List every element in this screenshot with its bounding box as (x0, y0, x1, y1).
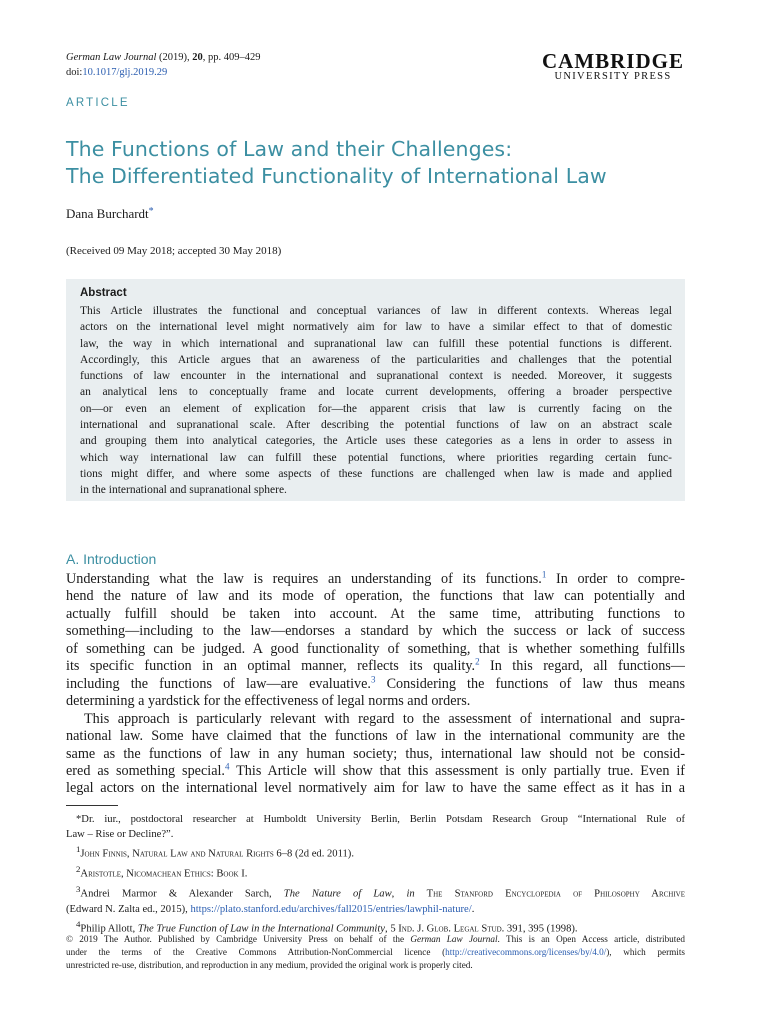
body-line: determining a yardstick for the effectiveness of legal norms and orders. (66, 693, 471, 710)
footnote-ref[interactable]: 3 (370, 675, 376, 684)
footnote-ref[interactable]: 2 (475, 658, 480, 667)
copyright-line (66, 946, 685, 959)
author (66, 206, 154, 222)
footnote-3 (66, 882, 685, 902)
footnote-number: 3 (76, 883, 81, 894)
abstract-line: This Article illustrates the functional and conceptual variances of law in different contexts. Whereas legal (80, 305, 672, 317)
copyright-line (66, 933, 685, 946)
section-heading-introduction: A. Introduction (66, 551, 157, 567)
body-line (66, 658, 685, 675)
body-line (66, 763, 685, 780)
citation-header (66, 50, 261, 80)
abstract-line: on—or even an element of explication for—the apparent crisis that law is currently facing on the (80, 402, 672, 415)
footnote-1 (66, 842, 685, 862)
license-link[interactable]: http://creativecommons.org/licenses/by/4.0/ (445, 947, 607, 957)
abstract-line: in the international and supranational sphere. (80, 484, 287, 497)
body-line: This approach is particularly relevant with regard to the assessment of international and supra- (84, 710, 685, 727)
body-text-segment: including the functions of law—are evaluative. (66, 675, 371, 692)
body-text-segment: Considering the functions of law thus means (375, 675, 685, 692)
footnote-3-cont (66, 902, 685, 917)
journal-pages: , pp. 409–429 (202, 52, 261, 63)
body-text-segment: Understanding what the law is requires an understanding of its functions. (66, 571, 542, 587)
body-text-segment: In this regard, all functions— (479, 658, 685, 675)
body-text-segment: ered as something special. (66, 762, 225, 779)
abstract-line: and grouping them into analytical categories, the Article uses these categories as a lens in order to assess in (80, 435, 672, 448)
abstract-line: tions might differ, and where some aspects of these functions are challenged when law is made and applied (80, 467, 672, 480)
doi-label: doi: (66, 67, 83, 78)
body-line (66, 571, 685, 588)
publisher-name: CAMBRIDGE (541, 49, 684, 73)
footnote-2 (66, 862, 685, 882)
doi-line (66, 65, 261, 80)
copyright-notice (66, 933, 685, 972)
received-dates: (Received 09 May 2018; accepted 30 May 2018) (66, 245, 282, 257)
footnote-source: Ind. J. Glob. Legal Stud. (398, 923, 505, 935)
footnote-url-link[interactable]: https://plato.stanford.edu/archives/fall2015/entries/lawphil-nature/ (190, 903, 472, 915)
footnote-text: . (471, 903, 475, 915)
doi-link[interactable]: 10.1017/glj.2019.29 (82, 67, 168, 78)
footnote-text: 6–8 (2d ed. 2011). (273, 848, 354, 860)
footnote-text: Andrei Marmor & Alexander Sarch, (80, 888, 284, 900)
body-text-segment: its specific function in an optimal manner, reflects its quality. (66, 658, 476, 675)
title-line-1: The Functions of Law and their Challenges: (66, 137, 513, 161)
footnote-title: The Nature of Law (283, 888, 392, 900)
copyright-text: ), which permits (606, 947, 685, 957)
abstract-line: functions of law encounter in the international and supranational context is needed. Moreover, it suggests (80, 370, 672, 383)
article-title (66, 136, 607, 190)
footnote-ref[interactable]: 1 (541, 571, 547, 580)
footnote-number: 2 (76, 864, 81, 875)
footnote-source: Aristotle, Nicomachean Ethics: Book I. (80, 868, 248, 880)
footnote-author: *Dr. iur., postdoctoral researcher at Humboldt University Berlin, Berlin Potsdam Research Group “International Rule of (76, 814, 685, 825)
body-line: something—including to the law—endorses a standard by which the success or lack of success (66, 623, 685, 640)
body-line: actually fulfill should be taken into account. At the same time, attributing functions to (66, 605, 685, 622)
footnote-source: The Stanford Encyclopedia of Philosophy Archive (414, 888, 685, 900)
abstract-text (80, 303, 672, 499)
footnote-divider (66, 805, 118, 806)
abstract-line: international and supranational scale. After describing the potential functions of law on an abstract scale (80, 419, 672, 432)
footnote-ref[interactable]: 4 (224, 762, 230, 772)
abstract-box (66, 279, 685, 501)
footnote-text: Philip Allott, (80, 923, 138, 935)
copyright-text: . This is an Open Access article, distributed (497, 934, 685, 944)
body-text-segment: In order to compre- (546, 571, 685, 587)
footnote-text: , 5 (385, 923, 399, 935)
author-footnote-mark[interactable]: * (148, 206, 154, 217)
copyright-text: under the terms of the Creative Commons Attribution-NonCommercial licence ( (66, 947, 446, 957)
abstract-heading: Abstract (80, 287, 127, 299)
footnote-number: 1 (76, 844, 81, 855)
publisher-logo (542, 51, 684, 83)
journal-name: German Law Journal (66, 52, 157, 63)
author-name: Dana Burchardt (66, 206, 149, 221)
copyright-text: © 2019 The Author. Published by Cambridge University Press on behalf of the (66, 934, 411, 944)
body-line: of something can be judged. A good functionality of something, that is whether something fulfills (66, 640, 685, 657)
body-line: legal actors on the international level normatively aim for law to have the same effect as it has in a (66, 780, 685, 797)
abstract-line: Accordingly, this Article argues that an awareness of the particularities and challenges that the potential (80, 353, 672, 366)
citation-line (66, 50, 261, 65)
footnote-author-cont: Law – Rise or Decline?”. (66, 829, 174, 841)
copyright-journal: German Law Journal (410, 934, 498, 944)
body-line: hend the nature of law and its mode of operation, the functions that law can potentially and (66, 588, 685, 605)
footnote-text: , (391, 888, 407, 900)
journal-volume: 20 (192, 52, 203, 63)
footnote-text: in (406, 888, 415, 900)
footnotes (66, 812, 685, 937)
footnote-source: John Finnis, Natural Law and Natural Rights (80, 848, 274, 860)
footnote-title: The True Function of Law in the International Community (137, 923, 386, 935)
article-type-label: ARTICLE (66, 97, 130, 109)
introduction-body (66, 571, 685, 798)
title-line-2: The Differentiated Functionality of International Law (66, 164, 607, 188)
footnote-text: 391, 395 (1998). (504, 923, 578, 935)
abstract-line: law, the way in which international and supranational law can fulfill these potential functions is different. (80, 337, 672, 350)
copyright-line: unrestricted re-use, distribution, and reproduction in any medium, provided the original work is properly cited. (66, 960, 473, 970)
body-text-segment: This Article will show that this assessment is only partially true. Even if (229, 762, 685, 779)
body-line: same as the functions of law in any human society; thus, international law should not be consid- (66, 745, 685, 762)
body-line: national law. Some have claimed that the functions of law in the international community are the (66, 728, 685, 745)
journal-year: (2019), (159, 52, 190, 63)
abstract-line: which way international law can fulfill these potential functions, where priorities regarding certain func- (80, 451, 672, 464)
footnote-text: (Edward N. Zalta ed., 2015), (66, 903, 191, 915)
abstract-line: actors on the international level might normatively aim for law to have a similar effect to that of domestic (80, 321, 672, 334)
publisher-subtitle: UNIVERSITY PRESS (554, 71, 672, 82)
footnote-number: 4 (76, 918, 81, 929)
abstract-line: an analytical lens to conceptually frame and locate current developments, offering a broader perspective (80, 386, 672, 399)
body-line (66, 676, 685, 693)
